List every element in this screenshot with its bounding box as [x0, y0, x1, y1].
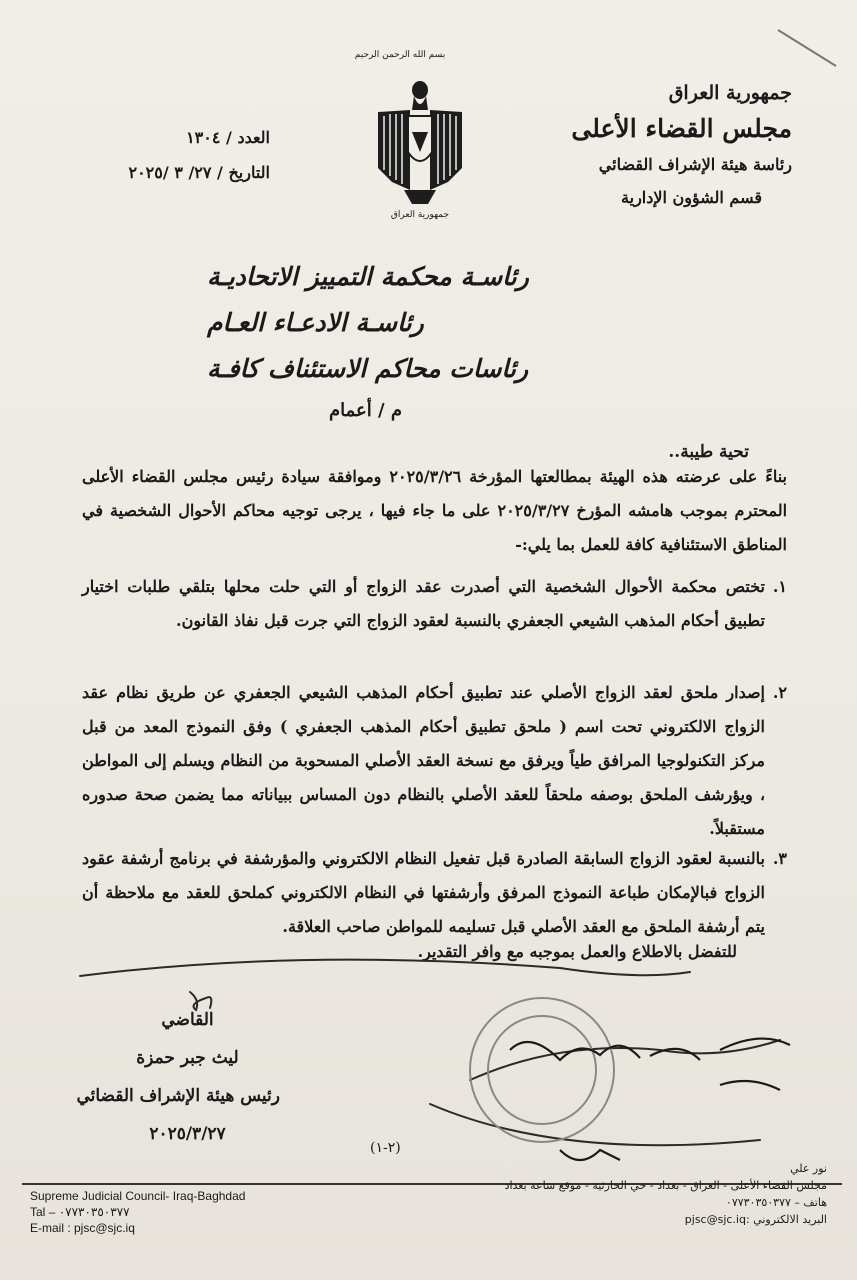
- list-item-number: ١.: [772, 577, 787, 596]
- footer-email: E-mail : pjsc@sjc.iq: [30, 1221, 135, 1235]
- list-item-text: بالنسبة لعقود الزواج السابقة الصادرة قبل تفعيل النظام الالكتروني والمؤرشفة في برنامج أرشفة عقود الزواج فبالإمكان طباعة النموذج المرفق وأرشفتها في النظام الالكتروني كملحق للعقد مع ملاحظة أن يتم أرشفة الملحق مع العقد الأصلي قبل تسليمه للمواطن صاحب العلاقة.: [82, 849, 766, 936]
- footer-phone-ar: هاتف – ٠٧٧٣٠٣٥٠٣٧٧: [725, 1196, 827, 1209]
- footer-initials: نور علي: [790, 1162, 827, 1175]
- closing-line: للتفضل بالاطلاع والعمل بموجبه مع وافر التقدير.: [417, 942, 737, 961]
- subject-line: م / أعمام: [328, 400, 402, 421]
- header-council: مجلس القضاء الأعلى: [571, 114, 792, 143]
- footer-arabic: [467, 1160, 827, 1228]
- footer-email-ar: البريد الالكتروني :pjsc@sjc.iq: [684, 1213, 827, 1226]
- corner-mark: [778, 30, 836, 66]
- recipient-line: رئاسـة محكمة التمييز الاتحاديـة: [207, 262, 529, 291]
- header-section: قسم الشؤون الإدارية: [621, 188, 762, 207]
- signature-scribble: [190, 992, 211, 1010]
- list-item-text: إصدار ملحق لعقد الزواج الأصلي عند تطبيق أحكام المذهب الشيعي الجعفري عن طريق نظام عقد الزواج الالكتروني تحت اسم ( ملحق تطبيق أحكام المذهب الجعفري ) وفق النموذج المعد من قبل مركز التكنولوجيا المرافق طياً ويرفق مع نسخة العقد الأصلي المسحوبة من النظام ويسلم إلى المواطن ، ويؤرشف الملحق بوصفه ملحقاً للعقد الأصلي بالنظام دون المساس ببياناته مما يضمن صحة صدوره مستقبلاً.: [82, 683, 766, 838]
- annotation-curve: [430, 1104, 760, 1145]
- signatory-title: القاضي: [161, 1010, 214, 1030]
- list-item-number: ٣.: [772, 849, 787, 868]
- recipient-line: رئاسـة الادعـاء العـام: [207, 308, 424, 337]
- recipient-line: رئاسات محاكم الاستئناف كافـة: [207, 354, 529, 383]
- footer-address: مجلس القضاء الأعلى - العراق - بغداد - حي الحارثية - موقع ساعة بغداد: [504, 1179, 827, 1192]
- page-number: (٢-١): [370, 1140, 401, 1156]
- footer-org: Supreme Judicial Council- Iraq-Baghdad: [30, 1189, 246, 1203]
- signature-date: ٢٠٢٥/٣/٢٧: [149, 1124, 226, 1144]
- emblem-caption: جمهورية العراق: [390, 210, 450, 220]
- list-item-number: ٢.: [772, 683, 787, 702]
- greeting: تحية طيبة..: [668, 442, 749, 462]
- basmala: بسم الله الرحمن الرحيم: [354, 50, 446, 60]
- document-number: العدد / ١٣٠٤: [186, 128, 270, 147]
- document-date: التاريخ / ٢٧/ ٣ /٢٠٢٥: [128, 163, 270, 182]
- list-item-text: تختص محكمة الأحوال الشخصية التي أصدرت عقد الزواج أو التي حلت محلها بتلقي طلبات اختيار تطبيق أحكام المذهب الشيعي الجعفري بالنسبة لعقود الزواج التي جرت قبل نفاذ القانون.: [82, 577, 765, 630]
- annotation-curve: [80, 960, 690, 976]
- header-department: رئاسة هيئة الإشراف القضائي: [598, 155, 792, 174]
- footer-english: [30, 1188, 245, 1236]
- signatory-name: ليث جبر حمزة: [136, 1048, 239, 1068]
- official-stamp: [470, 998, 614, 1142]
- header-country: جمهورية العراق: [668, 82, 792, 104]
- footer-phone: Tal – ٠٧٧٣٠٣٥٠٣٧٧: [30, 1205, 130, 1219]
- intro-paragraph: بناءً على عرضته هذه الهيئة بمطالعتها المؤرخة ٢٠٢٥/٣/٢٦ وموافقة سيادة رئيس مجلس القضاء الأعلى المحترم بموجب هامشه المؤرخ ٢٠٢٥/٣/٢٧ على ما جاء فيها ، يرجى توجيه محاكم الأحوال الشخصية في المناطق الاستئنافية كافة للعمل بما يلي:-: [82, 467, 788, 554]
- signatory-position: رئيس هيئة الإشراف القضائي: [76, 1086, 280, 1106]
